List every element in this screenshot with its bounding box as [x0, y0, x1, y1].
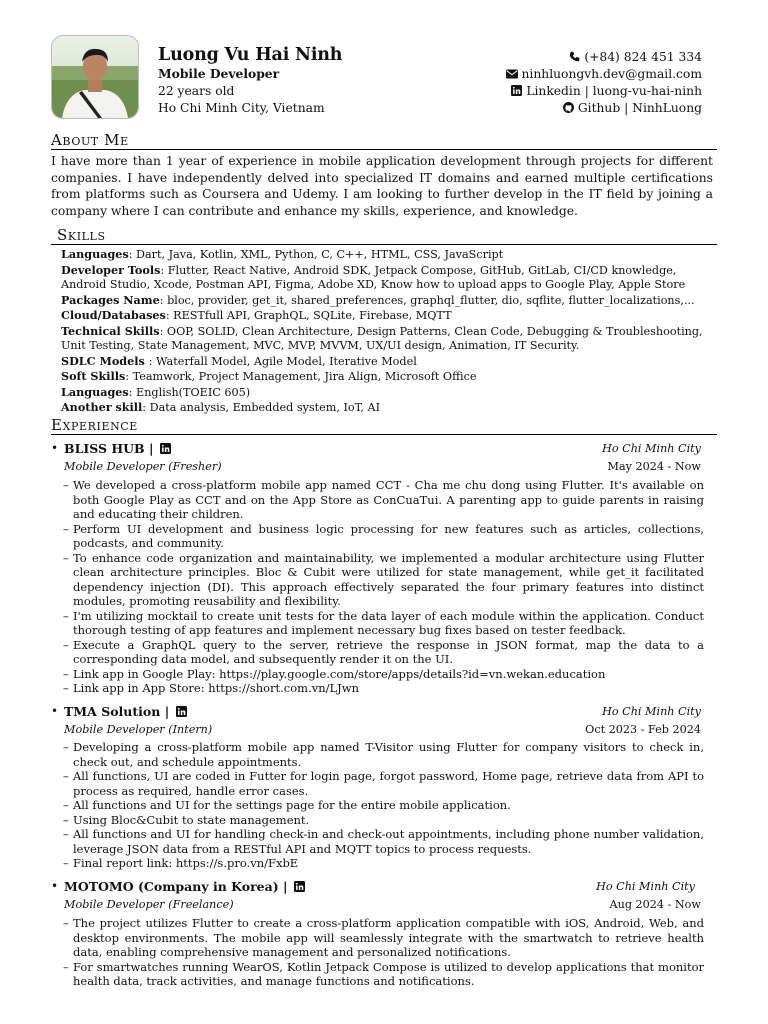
linkedin-contact[interactable]: [511, 84, 702, 98]
list-item: – I'm utilizing mocktail to create unit tests for the data layer of each module within the application. Conduct thorough testing of app features and implement necessary bug fixes based on tester feedback.: [63, 609, 704, 638]
job-duties-list: [63, 478, 704, 696]
list-item: – All functions and UI for the settings page for the entire mobile application.: [63, 798, 704, 813]
skill-row: SDLC Models : Waterfall Model, Agile Model, Iterative Model: [61, 353, 417, 368]
skill-row: Packages Name: bloc, provider, get_it, shared_preferences, graphql_flutter, dio, sqflite, flutter_localizations,...: [61, 292, 695, 307]
envelope-icon: [506, 69, 518, 79]
candidate-name: Luong Vu Hai Ninh: [158, 45, 343, 65]
linkedin-icon: [511, 85, 522, 96]
bullet-icon: •: [51, 879, 59, 893]
list-item: – All functions, UI are coded in Futter for login page, forgot password, Home page, retrieve data from API to process as required, handle error cases.: [63, 769, 704, 798]
skill-row: Technical Skills: OOP, SOLID, Clean Architecture, Design Patterns, Clean Code, Debugging & Troubleshooting, Unit Testing, State Management, MVC, MVP, MVVM, UX/UI design, Animation, IT Security.: [61, 323, 703, 352]
about-text: I have more than 1 year of experience in mobile application development through projects for different companies. I have independently delved into specialized IT domains and earned multiple certifications from platforms such as Coursera and Udemy. I am looking to further develop in the IT field by joining a company where I can contribute and enhance my skills, experience, and knowledge.: [51, 154, 713, 218]
list-item: – We developed a cross-platform mobile app named CCT - Cha me chu dong using Flutter. It's available on both Google Play as CCT and on the App Store as ConCuaTui. A parenting app to guide parents in raising and educating their children.: [63, 478, 704, 522]
job-date: Oct 2023 - Feb 2024: [585, 723, 701, 736]
linkedin-icon[interactable]: [160, 443, 171, 454]
list-item: – Execute a GraphQL query to the server, retrieve the response in JSON format, map the data to a corresponding data model, and subsequently render it on the UI.: [63, 638, 704, 667]
linkedin-icon[interactable]: [294, 881, 305, 892]
job-role: Mobile Developer (Fresher): [64, 460, 222, 473]
company-name: MOTOMO (Company in Korea) |: [64, 879, 305, 894]
phone-number: (+84) 824 451 334: [584, 50, 702, 64]
phone-contact[interactable]: [569, 50, 702, 64]
list-item: – Final report link: https://s.pro.vn/FxbE: [63, 856, 704, 871]
company-name: BLISS HUB |: [64, 441, 171, 456]
list-item: – All functions and UI for handling check-in and check-out appointments, including phone number validation, leverage JSON data from a RESTful API and MQTT topics to process requests.: [63, 827, 704, 856]
company-name: TMA Solution |: [64, 704, 187, 719]
phone-icon: [569, 51, 580, 62]
job-location: Ho Chi Minh City: [602, 705, 701, 718]
job-duties-list: [63, 740, 704, 871]
github-contact[interactable]: [563, 101, 702, 115]
list-item: – To enhance code organization and maintainability, we implemented a modular architecture using Flutter clean architecture principles. Bloc & Cubit were utilized for state management, while get_it facilitated dependency injection (DI). This approach effectively separated the four primary features into distinct modules, promoting reusability and flexibility.: [63, 551, 704, 609]
skill-row: Another skill: Data analysis, Embedded system, IoT, AI: [61, 400, 381, 414]
list-item: – Link app in Google Play: https://play.google.com/store/apps/details?id=vn.wekan.education: [63, 667, 704, 682]
job-role: Mobile Developer (Intern): [64, 723, 213, 736]
list-item: – For smartwatches running WearOS, Kotlin Jetpack Compose is utilized to develop applications that monitor health data, track activities, and manage functions and notifications.: [63, 960, 704, 989]
github-icon: [563, 102, 574, 113]
bullet-icon: •: [51, 704, 59, 718]
list-item: – Using Bloc&Cubit to state management.: [63, 813, 704, 828]
list-item: – Link app in App Store: https://short.com.vn/LJwn: [63, 681, 704, 696]
job-location: Ho Chi Minh City: [596, 880, 695, 893]
about-section-title: About Me: [51, 131, 717, 150]
skill-row: Developer Tools: Flutter, React Native, Android SDK, Jetpack Compose, GitHub, GitLab, CI/CD knowledge, Android Studio, Xcode, Postman API, Figma, Adobe XD, Know how to upload apps to Google Play, Apple Store: [61, 262, 686, 291]
list-item: – The project utilizes Flutter to create a cross-platform application compatible with iOS, Android, Web, and desktop environments. The mobile app will seamlessly integrate with the smartwatch to retrieve health data, enabling comprehensive management and personalized notifications.: [63, 916, 704, 960]
email-contact[interactable]: [506, 67, 703, 81]
skill-row: Soft Skills: Teamwork, Project Management, Jira Align, Microsoft Office: [61, 369, 477, 383]
job-location: Ho Chi Minh City: [602, 442, 701, 455]
skills-list: [61, 247, 721, 416]
age: 22 years old: [158, 84, 235, 98]
job-date: May 2024 - Now: [607, 460, 701, 473]
job-date: Aug 2024 - Now: [609, 898, 701, 911]
skill-row: Languages: Dart, Java, Kotlin, XML, Python, C, C++, HTML, CSS, JavaScript: [61, 247, 504, 261]
job-role: Mobile Developer (Freelance): [64, 898, 234, 911]
job-title: Mobile Developer: [158, 66, 280, 81]
job-duties-list: [63, 916, 704, 989]
list-item: – Perform UI development and business logic processing for new features such as articles, collections, podcasts, and community.: [63, 522, 704, 551]
skill-row: Cloud/Databases: RESTfull API, GraphQL, SQLite, Firebase, MQTT: [61, 308, 452, 322]
linkedin-icon[interactable]: [176, 706, 187, 717]
skills-section-title: Skills: [51, 226, 717, 245]
location: Ho Chi Minh City, Vietnam: [158, 101, 325, 115]
email-address: ninhluongvh.dev@gmail.com: [521, 67, 702, 81]
github-handle: Github | NinhLuong: [577, 101, 702, 115]
linkedin-handle: Linkedin | luong-vu-hai-ninh: [526, 84, 702, 98]
list-item: – Developing a cross-platform mobile app named T-Visitor using Flutter for company visitors to check in, check out, and schedule appointments.: [63, 740, 704, 769]
skill-row: Languages: English(TOEIC 605): [61, 384, 251, 399]
experience-section-title: Experience: [51, 416, 717, 435]
profile-photo: [51, 35, 139, 119]
bullet-icon: •: [51, 441, 59, 455]
